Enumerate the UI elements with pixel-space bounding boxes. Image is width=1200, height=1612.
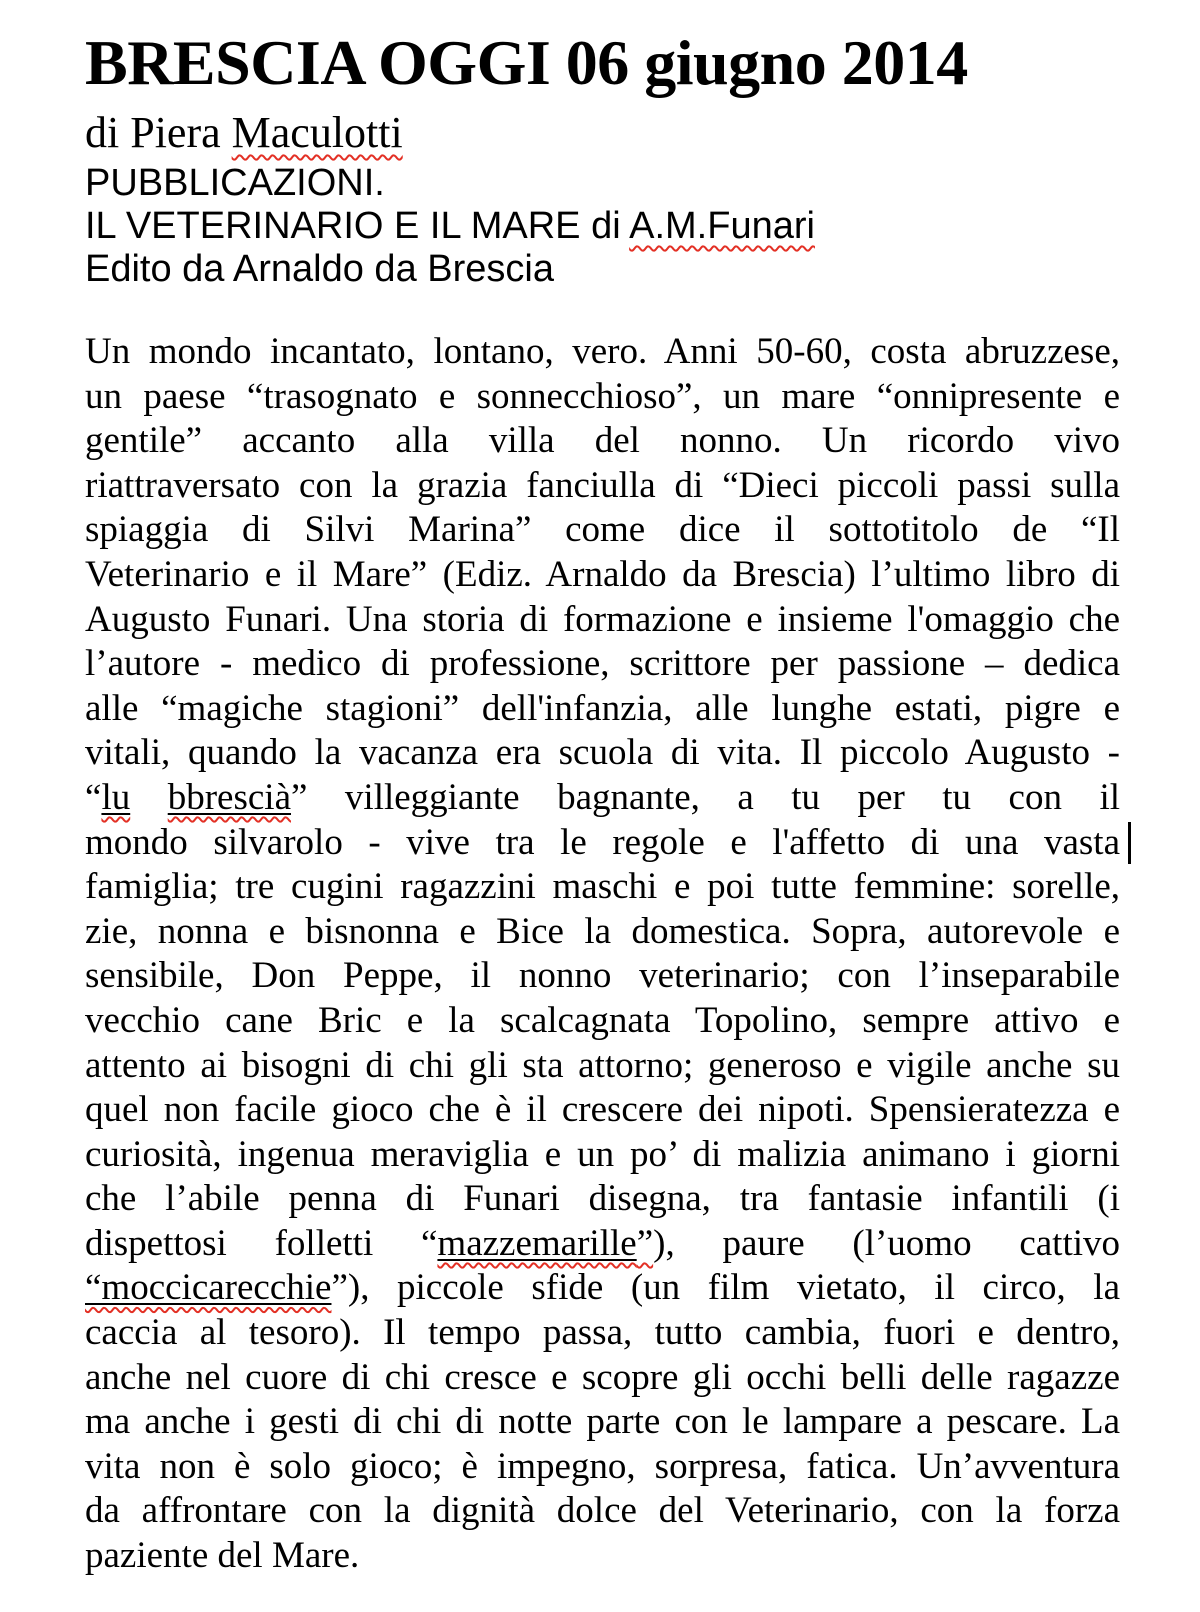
text-run: Veterinario e il Mare” (Ediz. Arnaldo da Brescia) l’ultimo libro di xyxy=(85,553,1120,595)
body-line xyxy=(85,954,1120,999)
body-line xyxy=(85,598,1120,643)
underlined-word: “moccicarecchie xyxy=(85,1267,332,1309)
text-run: paziente del Mare. xyxy=(85,1535,360,1577)
subtitle-line xyxy=(85,162,815,205)
body-line xyxy=(85,865,1120,910)
text-run: quel non facile gioco che è il crescere dei nipoti. Spensieratezza e xyxy=(85,1089,1120,1131)
text-run: spiaggia di Silvi Marina” come dice il sottotitolo de “Il xyxy=(85,509,1120,551)
text-run: zie, nonna e bisnonna e Bice la domestica. Sopra, autorevole e xyxy=(85,910,1120,952)
text-run: sensibile, Don Peppe, il nonno veterinario; con l’inseparabile xyxy=(85,955,1120,997)
misspelled-word xyxy=(437,1223,636,1264)
text-run: ” villeggiante bagnante, a tu per tu con il xyxy=(291,776,1121,818)
text-run: PUBBLICAZIONI. xyxy=(85,162,385,204)
underlined-word: lu xyxy=(101,776,131,818)
text-run: ), paure (l’uomo cattivo xyxy=(653,1222,1121,1264)
body-line xyxy=(85,776,1120,821)
body-line xyxy=(85,508,1120,553)
misspelled-word xyxy=(168,777,291,818)
text-run: “ xyxy=(85,776,102,818)
body-line xyxy=(85,1489,1120,1534)
text-run: ”), piccole sfide (un film vietato, il circo, la xyxy=(331,1267,1120,1309)
body-line xyxy=(85,1177,1120,1222)
misspelled-word: A.M.Funari xyxy=(629,205,815,247)
text-run: dispettosi folletti “ xyxy=(85,1222,438,1264)
body-line xyxy=(85,1044,1120,1089)
body-line xyxy=(85,821,1120,866)
body-line xyxy=(85,1133,1120,1178)
article-body xyxy=(85,330,1120,1579)
byline xyxy=(85,108,403,158)
text-run: l’autore - medico di professione, scrittore per passione – dedica xyxy=(85,643,1120,685)
text-run: famiglia; tre cugini ragazzini maschi e poi tutte femmine: sorelle, xyxy=(85,866,1120,908)
text-run: da affrontare con la dignità dolce del Veterinario, con la forza xyxy=(85,1490,1120,1532)
body-line xyxy=(85,1266,1120,1311)
text-run: che l’abile penna di Funari disegna, tra fantasie infantili (i xyxy=(85,1178,1120,1220)
publication-info xyxy=(85,162,815,291)
body-line xyxy=(85,1356,1120,1401)
misspelled-word xyxy=(101,777,130,818)
body-line xyxy=(85,1400,1120,1445)
subtitle-line xyxy=(85,248,815,291)
text-run: attento ai bisogni di chi gli sta attorno; generoso e vigile anche su xyxy=(85,1044,1120,1086)
text-run xyxy=(130,777,168,818)
body-line xyxy=(85,330,1120,375)
text-run: vecchio cane Bric e la scalcagnata Topolino, sempre attivo e xyxy=(85,999,1120,1041)
body-line xyxy=(85,731,1120,776)
text-run: gentile” accanto alla villa del nonno. Un ricordo vivo xyxy=(85,420,1120,462)
body-line xyxy=(85,375,1120,420)
body-line xyxy=(85,1222,1120,1267)
article-title: BRESCIA OGGI 06 giugno 2014 xyxy=(85,27,968,98)
body-line xyxy=(85,910,1120,955)
body-line xyxy=(85,642,1120,687)
text-run: di Piera xyxy=(85,108,232,157)
body-line xyxy=(85,1088,1120,1133)
underlined-word: mazzemarille xyxy=(437,1222,637,1264)
text-run: IL VETERINARIO E IL MARE di xyxy=(85,205,630,247)
body-line xyxy=(85,464,1120,509)
text-run: anche nel cuore di chi cresce e scopre gli occhi belli delle ragazze xyxy=(85,1356,1120,1398)
body-line xyxy=(85,1534,1120,1579)
text-run: Un mondo incantato, lontano, vero. Anni 50-60, costa abruzzese, xyxy=(85,331,1120,372)
body-line xyxy=(85,1311,1120,1356)
underlined-word: bbrescià xyxy=(167,776,291,818)
misspelled-word xyxy=(85,1267,331,1308)
body-line xyxy=(85,1445,1120,1490)
text-run: Augusto Funari. Una storia di formazione e insieme l'omaggio che xyxy=(85,598,1120,640)
text-run: riattraversato con la grazia fanciulla di “Dieci piccoli passi sulla xyxy=(85,464,1120,506)
body-line xyxy=(85,999,1120,1044)
text-run: vitali, quando la vacanza era scuola di vita. Il piccolo Augusto - xyxy=(85,732,1120,774)
text-run: caccia al tesoro). Il tempo passa, tutto cambia, fuori e dentro, xyxy=(85,1312,1120,1354)
text-cursor xyxy=(1128,822,1131,864)
misspelled-word: Maculotti xyxy=(231,108,403,157)
body-line xyxy=(85,553,1120,598)
text-run: vita non è solo gioco; è impegno, sorpresa, fatica. Un’avventura xyxy=(85,1445,1120,1487)
text-run: alle “magiche stagioni” dell'infanzia, alle lunghe estati, pigre e xyxy=(85,687,1120,729)
body-line xyxy=(85,419,1120,464)
misspelled-word: ” xyxy=(636,1222,654,1264)
body-line xyxy=(85,687,1120,732)
text-run: curiosità, ingenua meraviglia e un po’ di malizia animano i giorni xyxy=(85,1133,1120,1175)
text-run: mondo silvarolo - vive tra le regole e l'affetto di una vasta xyxy=(85,821,1120,863)
subtitle-line xyxy=(85,205,815,248)
text-run: ma anche i gesti di chi di notte parte con le lampare a pescare. La xyxy=(85,1401,1120,1443)
text-run: Edito da Arnaldo da Brescia xyxy=(85,248,554,290)
text-run: un paese “trasognato e sonnecchioso”, un mare “onnipresente e xyxy=(85,375,1120,417)
